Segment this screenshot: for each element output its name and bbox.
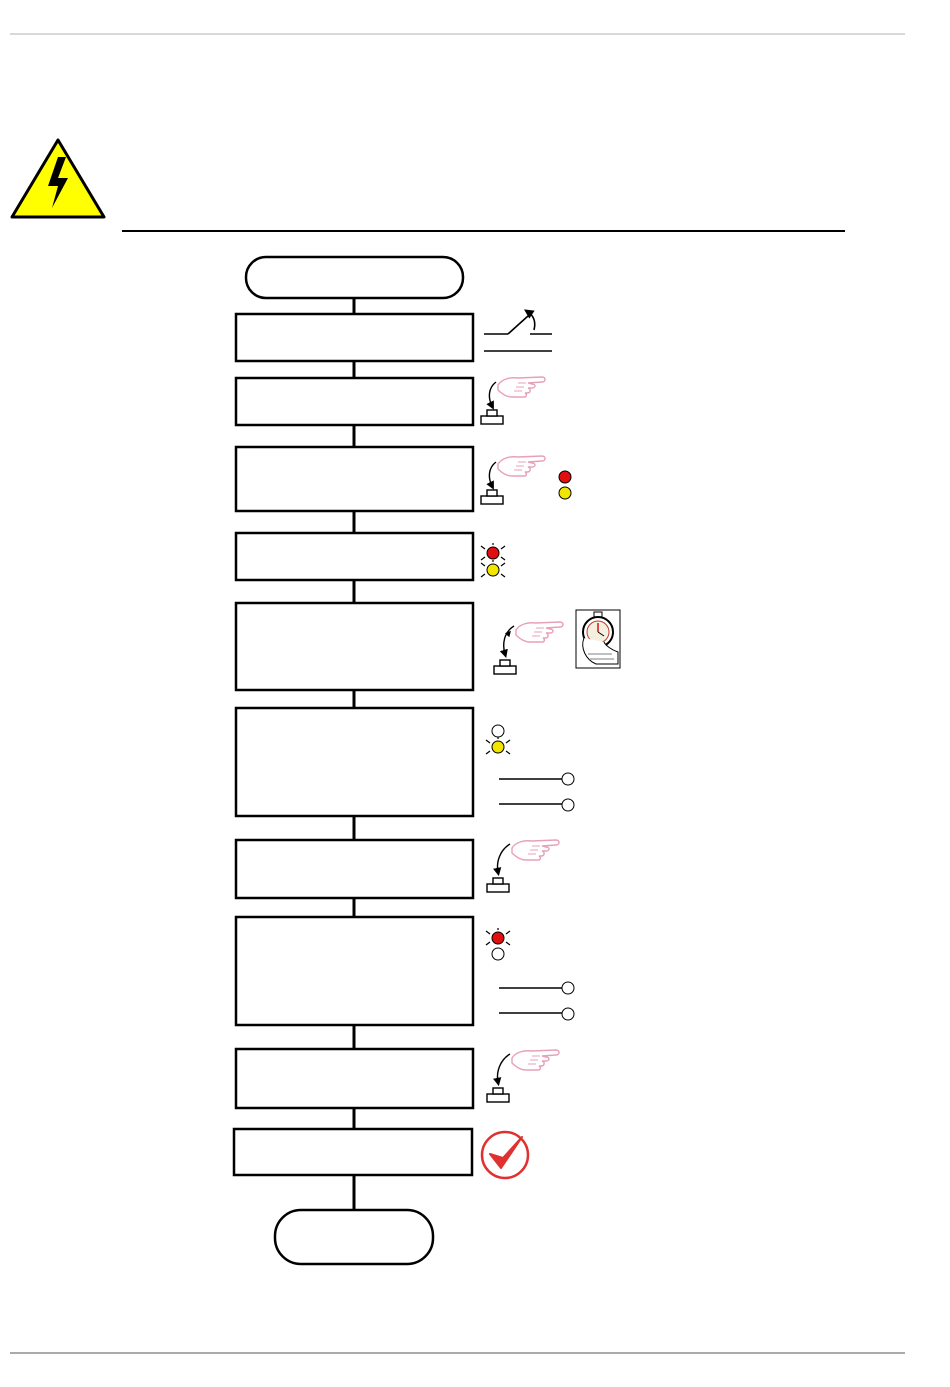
press-button-icon-2 [487,840,559,892]
step-6 [236,708,473,816]
high-voltage-warning-icon [12,140,104,217]
open-switch-icon [484,312,552,351]
press-button-icon-3 [487,1050,559,1102]
press-button-with-leds-icon [481,456,571,504]
yellow-led-flashing-outputs-icon [486,725,574,811]
step-8 [236,917,473,1025]
step-4 [236,533,473,580]
red-led-flashing-outputs-icon [486,928,574,1020]
checkmark-icon [482,1132,528,1178]
press-button-hold-stopwatch-icon [494,610,620,674]
start-terminator [246,257,463,298]
step-10 [234,1129,472,1175]
step-5 [236,603,473,690]
step-9 [236,1049,473,1108]
step-3 [236,447,473,511]
step-7 [236,840,473,898]
press-button-icon [481,377,545,424]
stopwatch-icon [576,610,620,668]
end-terminator [275,1210,433,1264]
flashing-red-yellow-leds-icon [481,543,505,577]
step-2 [236,378,473,425]
step-1 [236,314,473,361]
